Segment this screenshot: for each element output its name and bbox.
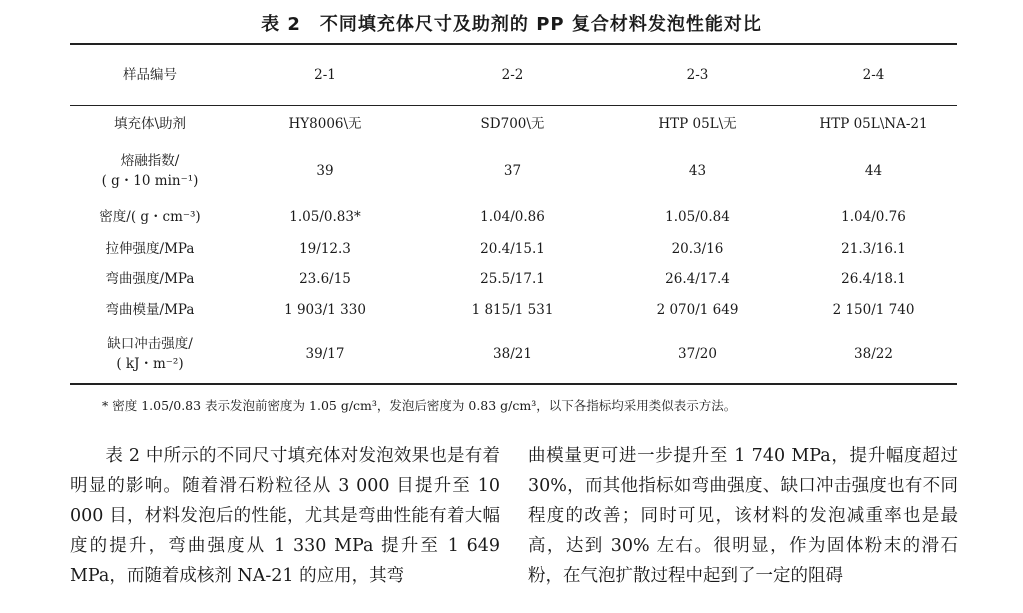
header-cell: 2-4	[790, 44, 957, 106]
table-cell: 1.04/0.86	[480, 208, 545, 225]
table-cell: 37/20	[605, 326, 790, 384]
paragraph: 曲模量更可进一步提升至 1 740 MPa，提升幅度超过 30%，而其他指标如弯曲强度、缺口冲击强度也有不同程度的改善；同时可见，该材料的发泡减重率也是最高，达到 30% 左右。很明显，作为固体粉末的滑石粉，在气泡扩散过程中起到了一定的阻碍	[528, 446, 958, 586]
table-cell: 23.6/15	[299, 271, 351, 287]
comparison-table	[70, 43, 957, 385]
row-label: 弯曲强度/MPa	[105, 271, 195, 287]
table-cell: 20.4/15.1	[480, 240, 545, 257]
row-label: 熔融指数/ ( g・10 min⁻¹)	[101, 152, 199, 189]
table-row	[70, 326, 957, 384]
table-row	[70, 106, 957, 142]
table-cell: SD700\无	[480, 115, 545, 132]
row-label: 密度/( g・cm⁻³)	[99, 208, 201, 225]
table-cell: 38/21	[420, 326, 605, 384]
table-cell: 19/12.3	[299, 240, 351, 257]
header-cell: 样品编号	[70, 44, 230, 106]
row-label: 弯曲模量/MPa	[105, 302, 195, 318]
row-label: 缺口冲击强度/ ( kJ・m⁻²)	[70, 326, 230, 384]
body-column-right	[528, 441, 958, 591]
table-cell: 2 150/1 740	[832, 302, 915, 318]
table-row	[70, 264, 957, 295]
table-cell: 1 903/1 330	[284, 302, 366, 318]
table-cell: 2 070/1 649	[656, 302, 739, 318]
table-row	[70, 142, 957, 200]
table-row	[70, 295, 957, 326]
table-cell: 26.4/18.1	[841, 271, 906, 287]
row-label: 填充体\助剂	[113, 115, 187, 132]
table-cell: HTP 05L\无	[658, 115, 737, 132]
table-cell: 1.05/0.83*	[289, 208, 361, 225]
table-cell: HY8006\无	[288, 115, 362, 132]
table-cell: 25.5/17.1	[480, 271, 545, 287]
header-cell: 2-3	[605, 44, 790, 106]
table-footnote: * 密度 1.05/0.83 表示发泡前密度为 1.05 g/cm³，发泡后密度为 0.83 g/cm³，以下各指标均采用类似表示方法。	[102, 398, 737, 413]
table-cell: 21.3/16.1	[841, 240, 906, 257]
table-cell: 39/17	[230, 326, 420, 384]
header-cell: 2-2	[420, 44, 605, 106]
table-cell: 20.3/16	[671, 240, 724, 257]
body-column-left	[70, 441, 500, 591]
table-cell: 39	[316, 162, 334, 179]
table-cell: 1 815/1 531	[471, 302, 554, 318]
table-caption: 表 2 不同填充体尺寸及助剂的 PP 复合材料发泡性能对比	[261, 14, 762, 35]
table-cell: 1.05/0.84	[665, 208, 730, 225]
table-cell: 43	[688, 162, 707, 179]
table-cell: 26.4/17.4	[665, 271, 730, 287]
table-cell: 44	[864, 162, 883, 179]
row-label: 拉伸强度/MPa	[105, 240, 195, 257]
table-cell: 38/22	[790, 326, 957, 384]
table-header-row	[70, 44, 957, 106]
table-row	[70, 234, 957, 264]
table-cell: 37	[503, 162, 522, 179]
header-cell: 2-1	[230, 44, 420, 106]
table-cell: 1.04/0.76	[841, 208, 906, 225]
table-cell: HTP 05L\NA-21	[819, 115, 928, 132]
paragraph: 表 2 中所示的不同尺寸填充体对发泡效果也是有着明显的影响。随着滑石粉粒径从 3 000 目提升至 10 000 目，材料发泡后的性能，尤其是弯曲性能有着大幅度的提升，弯曲强度从 1 330 MPa 提升至 1 649 MPa，而随着成核剂 NA-21 的应用，其弯	[70, 446, 500, 586]
table-row	[70, 200, 957, 234]
